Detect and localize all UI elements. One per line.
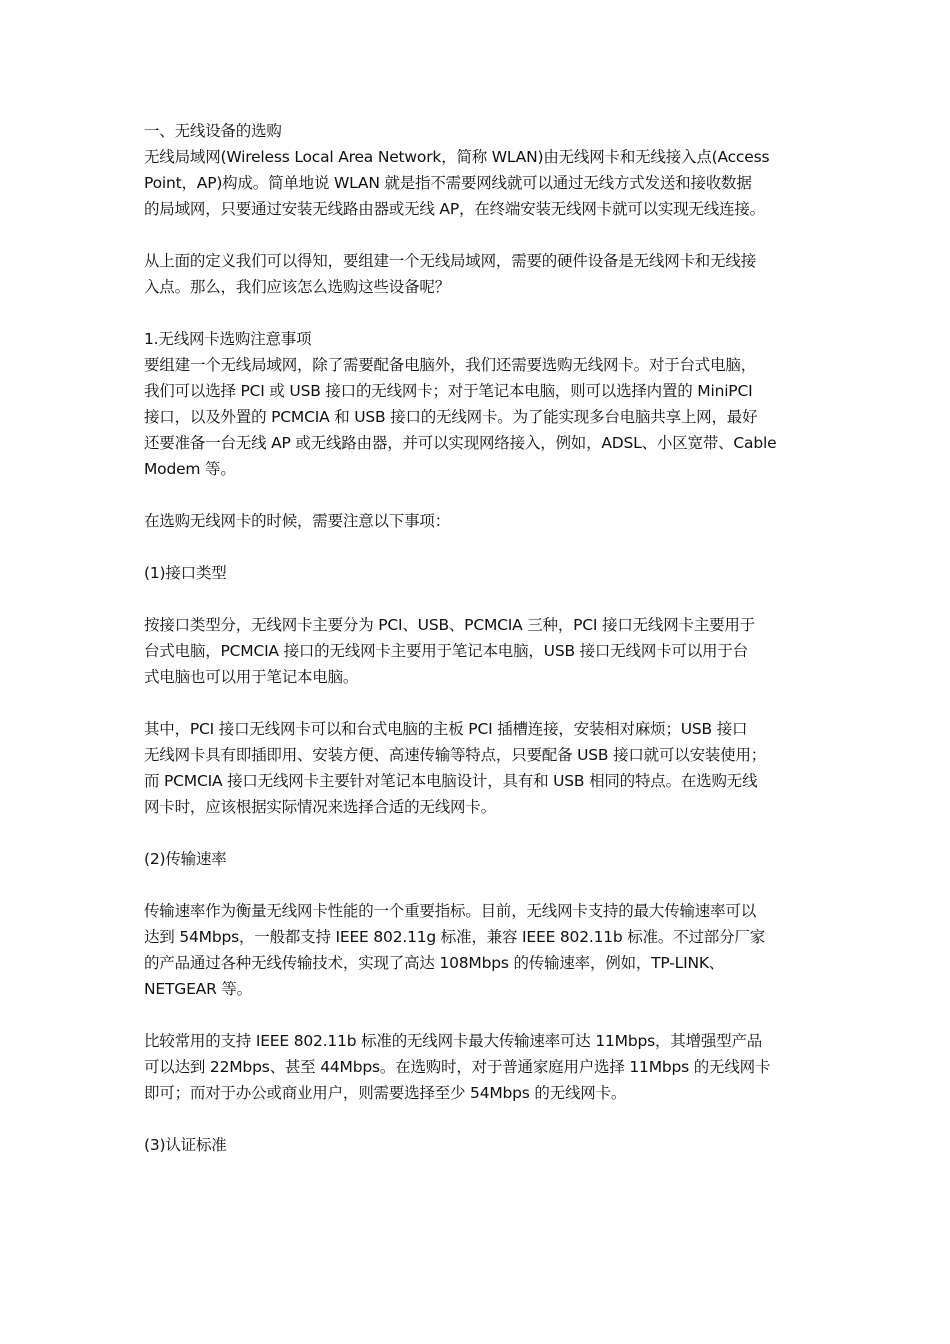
nic-intro-line: 接口，以及外置的 PCMCIA 和 USB 接口的无线网卡。为了能实现多台电脑共享上网，最好 bbox=[144, 408, 758, 426]
item1-paragraph-1 bbox=[144, 612, 812, 690]
item1-line: 台式电脑，PCMCIA 接口的无线网卡主要用于笔记本电脑，USB 接口无线网卡可以用于台 bbox=[144, 642, 748, 660]
definition-line: 从上面的定义我们可以得知，要组建一个无线局域网，需要的硬件设备是无线网卡和无线接 bbox=[144, 252, 757, 270]
item1-line: 无线网卡具有即插即用、安装方便、高速传输等特点，只要配备 USB 接口就可以安装使用； bbox=[144, 746, 767, 764]
definition-paragraph bbox=[144, 248, 812, 300]
item1-line: 网卡时，应该根据实际情况来选择合适的无线网卡。 bbox=[144, 798, 496, 816]
section-heading: 一、无线设备的选购 bbox=[144, 122, 282, 140]
nic-intro-paragraph bbox=[144, 352, 812, 482]
item1-line: 其中，PCI 接口无线网卡可以和台式电脑的主板 PCI 插槽连接，安装相对麻烦；USB 接口 bbox=[144, 720, 748, 738]
intro-line: Point，AP)构成。简单地说 WLAN 就是指不需要网线就可以通过无线方式发送和接收数据 bbox=[144, 174, 752, 192]
intro-line: 无线局域网(Wireless Local Area Network，简称 WLAN)由无线网卡和无线接入点(Access bbox=[144, 148, 770, 166]
item2-line: 可以达到 22Mbps、甚至 44Mbps。在选购时，对于普通家庭用户选择 11Mbps 的无线网卡 bbox=[144, 1058, 771, 1076]
item3-heading: (3)认证标准 bbox=[144, 1136, 227, 1154]
item1-line: 式电脑也可以用于笔记本电脑。 bbox=[144, 668, 359, 686]
document-page bbox=[144, 118, 812, 1158]
item1-line: 按接口类型分，无线网卡主要分为 PCI、USB、PCMCIA 三种，PCI 接口无线网卡主要用于 bbox=[144, 616, 756, 634]
item2-line: 的产品通过各种无线传输技术，实现了高达 108Mbps 的传输速率，例如，TP-LINK、 bbox=[144, 954, 725, 972]
item1-heading: (1)接口类型 bbox=[144, 564, 227, 582]
item2-line: NETGEAR 等。 bbox=[144, 980, 252, 998]
item2-heading: (2)传输速率 bbox=[144, 850, 227, 868]
item2-paragraph-1 bbox=[144, 898, 812, 1002]
intro-line: 的局域网，只要通过安装无线路由器或无线 AP，在终端安装无线网卡就可以实现无线连接。 bbox=[144, 200, 765, 218]
definition-line: 入点。那么，我们应该怎么选购这些设备呢？ bbox=[144, 278, 451, 296]
notice-paragraph: 在选购无线网卡的时候，需要注意以下事项： bbox=[144, 512, 451, 530]
item2-line: 达到 54Mbps，一般都支持 IEEE 802.11g 标准，兼容 IEEE 802.11b 标准。不过部分厂家 bbox=[144, 928, 765, 946]
item2-line: 比较常用的支持 IEEE 802.11b 标准的无线网卡最大传输速率可达 11Mbps，其增强型产品 bbox=[144, 1032, 763, 1050]
item1-paragraph-2 bbox=[144, 716, 812, 820]
item1-line: 而 PCMCIA 接口无线网卡主要针对笔记本电脑设计，具有和 USB 相同的特点。在选购无线 bbox=[144, 772, 758, 790]
item2-paragraph-2 bbox=[144, 1028, 812, 1106]
nic-intro-line: 我们可以选择 PCI 或 USB 接口的无线网卡；对于笔记本电脑，则可以选择内置的 MiniPCI bbox=[144, 382, 753, 400]
item2-line: 传输速率作为衡量无线网卡性能的一个重要指标。目前，无线网卡支持的最大传输速率可以 bbox=[144, 902, 757, 920]
nic-intro-line: Modem 等。 bbox=[144, 460, 236, 478]
nic-intro-line: 还要准备一台无线 AP 或无线路由器，并可以实现网络接入，例如，ADSL、小区宽带、Cable bbox=[144, 434, 777, 452]
nic-intro-line: 要组建一个无线局域网，除了需要配备电脑外，我们还需要选购无线网卡。对于台式电脑， bbox=[144, 356, 757, 374]
item2-line: 即可；而对于办公或商业用户，则需要选择至少 54Mbps 的无线网卡。 bbox=[144, 1084, 627, 1102]
intro-paragraph bbox=[144, 144, 812, 222]
subsection-heading: 1.无线网卡选购注意事项 bbox=[144, 330, 312, 348]
